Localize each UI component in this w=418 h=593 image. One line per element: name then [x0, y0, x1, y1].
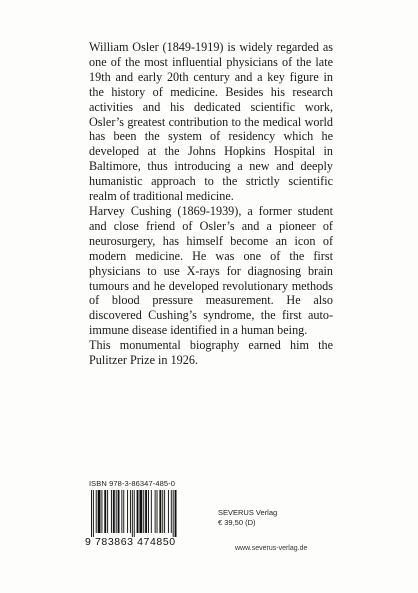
price-label: € 39,50 (D): [218, 517, 256, 527]
publisher-info: [218, 508, 277, 527]
book-description: [89, 40, 333, 368]
blurb-paragraph-pulitzer: This monumental biography earned him the Pulitzer Prize in 1926.: [89, 338, 333, 368]
blurb-paragraph-osler: William Osler (1849-1919) is widely regarded as one of the most influential physicians of the late 19th and early 20th century and a key figure in the history of medicine. Besides his research activities and his dedicated scientific work, Osler’s greatest contribution to the medical world has been the system of residency which he developed at the Johns Hopkins Hospital in Baltimore, thus introducing a new and deeply humanistic approach to the strictly scientific realm of traditional medicine.: [89, 40, 333, 204]
barcode-icon: [89, 490, 207, 537]
publisher-website: www.severus-verlag.de: [235, 545, 308, 552]
isbn-label: ISBN 978-3-86347-485-0: [89, 479, 176, 488]
publisher-name: SEVERUS Verlag: [218, 508, 278, 517]
blurb-paragraph-cushing: Harvey Cushing (1869-1939), a former student and close friend of Osler’s and a pioneer of neurosurgery, has himself become an icon of modern medicine. He was one of the first physicians to use X-rays for diagnosing brain tumours and he developed revolutionary methods of blood pressure measurement. He also discovered Cushing’s syndrome, the first autoimmune disease identified in a human being.: [89, 203, 333, 338]
barcode-digits: 9 783863 474850: [85, 536, 176, 548]
